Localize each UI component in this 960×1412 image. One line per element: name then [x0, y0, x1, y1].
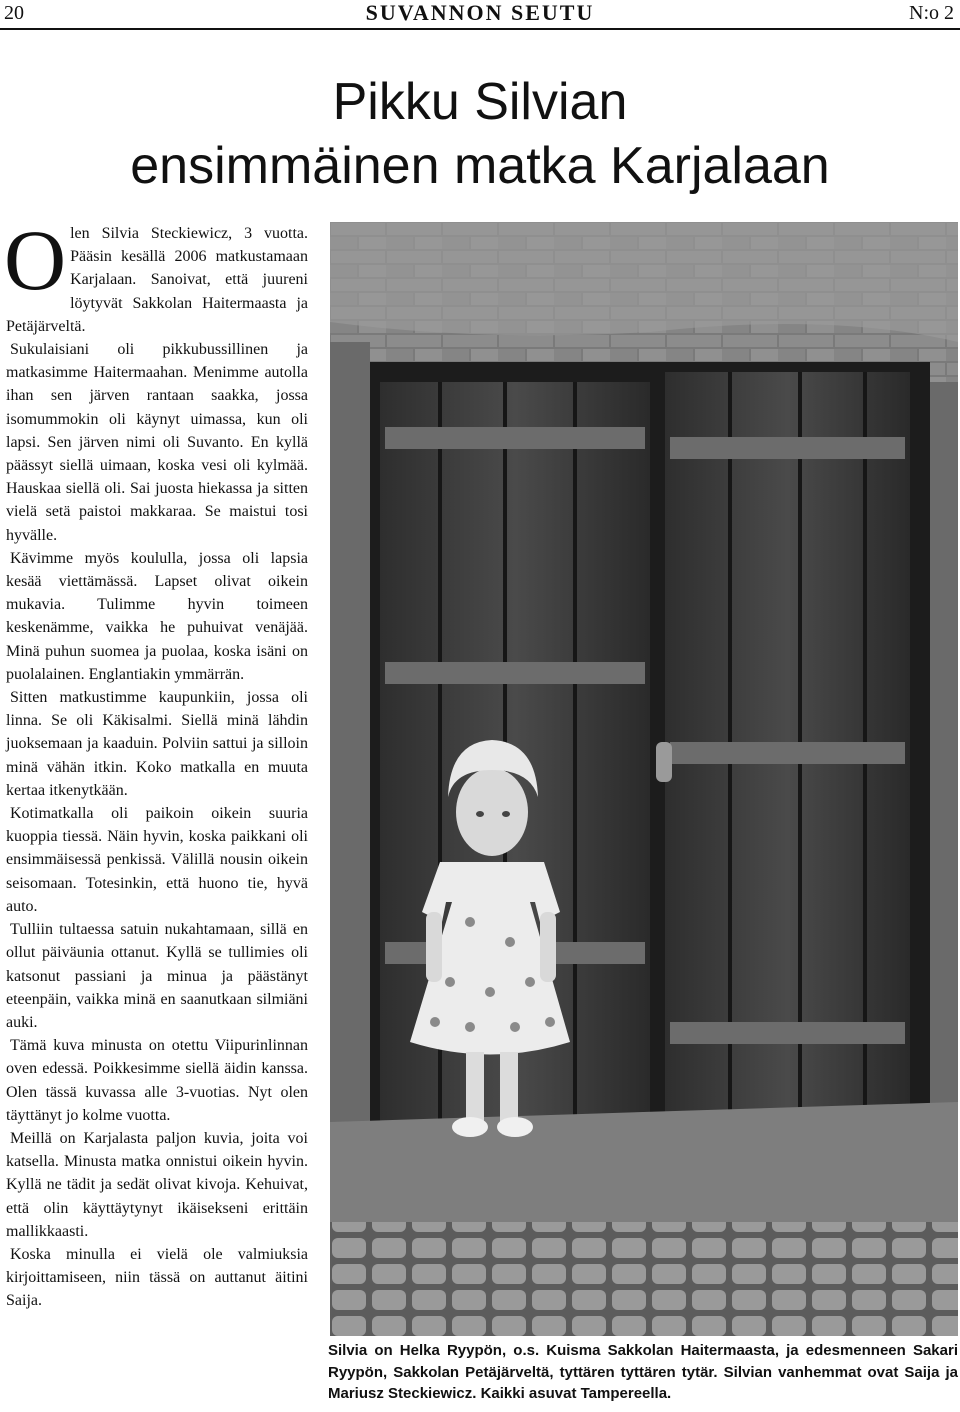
article-paragraph: [4, 212, 308, 338]
page-number: 20: [4, 2, 24, 24]
paragraph-text: len Silvia Steckiewicz, 3 vuotta. Pääsin kesällä 2006 matkustamaan Karjalaan. Sanoivat, että juureni löytyvät Sakkolan Haitermaasta ja Petäjärveltä.: [6, 225, 308, 335]
photo-caption: Silvia on Helka Ryypön, o.s. Kuisma Sakkolan Haitermaasta, ja edesmenneen Sakari Ryypön, Sakkolan Petäjärveltä, tyttären tyttären tytär. Silvian vanhemmat ovat Saija ja Mariusz Steckiewicz. Kaikki asuvat Tampereella.: [328, 1342, 958, 1402]
article-photo: [330, 222, 958, 1336]
drop-cap: O: [4, 212, 67, 308]
article-paragraph: Sitten matkustimme kaupunkiin, jossa oli linna. Se oli Käkisalmi. Siellä minä lähdin juoksemaan ja kaaduin. Polviin sattui ja silloin minä vähän itkin. Koko matkalla en muuta kertaa itkenytkään.: [6, 689, 308, 799]
article-paragraph: Meillä on Karjalasta paljon kuvia, joita voi katsella. Minusta matka onnistui oikein hyvin. Kyllä ne tädit ja sedät olivat kivoja. Kehuivat, että olin käyttäytynyt ikäisekseni erittäin mallikkaasti.: [6, 1129, 308, 1240]
article-paragraph: Kävimme myös koululla, jossa oli lapsia kesää viettämässä. Lapset olivat oikein mukavia. Tulimme hyvin toimeen keskenämme, vaikka he puhuivat venäjää. Minä puhun suomea ja puolaa, koska isäni on puolalainen. Englantiakin ymmärrän.: [6, 549, 308, 683]
header-rule: [0, 28, 960, 30]
publication-name: SUVANNON SEUTU: [365, 0, 595, 25]
article-paragraph: Sukulaisiani oli pikkubussillinen ja matkasimme Haitermaahan. Menimme autolla ihan sen järven rantaan saakka, jossa isomummokin oli käynyt uimassa, kun oli lapsi. Sen järven nimi oli Suvanto. En kyllä päässyt siellä uimaan, koska vesi oli kylmää. Hauskaa siellä oli. Sai juosta hiekassa ja sitten vielä setä paistoi makkaraa. Se maistui tosi hyvälle.: [6, 341, 308, 544]
article-paragraph: Koska minulla ei vielä ole valmiuksia kirjoittamiseen, niin tässä on auttanut äitini Saija.: [6, 1245, 308, 1310]
photo-illustration: [330, 222, 958, 1336]
article-body: [4, 212, 308, 1313]
article-paragraph: Tämä kuva minusta on otettu Viipurinlinnan oven edessä. Poikkesimme siellä äidin kanssa. Olen tässä kuvassa alle 3-vuotias. Nyt olen täyttänyt jo kolme vuotta.: [6, 1037, 308, 1124]
title-line-1: Pikku Silvian: [332, 73, 628, 131]
page-header: [0, 0, 960, 34]
issue-number: N:o 2: [909, 2, 954, 24]
article-paragraph: Tulliin tultaessa satuin nukahtamaan, sillä en ollut päiväunia ottanut. Kyllä se tullimies oli katsonut passiani ja minua ja päästänyt eteenpäin, vaikka minä en saanutkaan silmiäni auki.: [6, 921, 308, 1031]
article-paragraph: Kotimatkalla oli paikoin oikein suuria kuoppia tiessä. Näin hyvin, koska paikkani oli ensimmäisessä penkissä. Välillä nousin oikein seisomaan. Totesinkin, että huono tie, hyvä auto.: [6, 805, 308, 915]
article-title: [110, 70, 850, 198]
title-line-2: ensimmäinen matka Karjalaan: [130, 137, 830, 195]
